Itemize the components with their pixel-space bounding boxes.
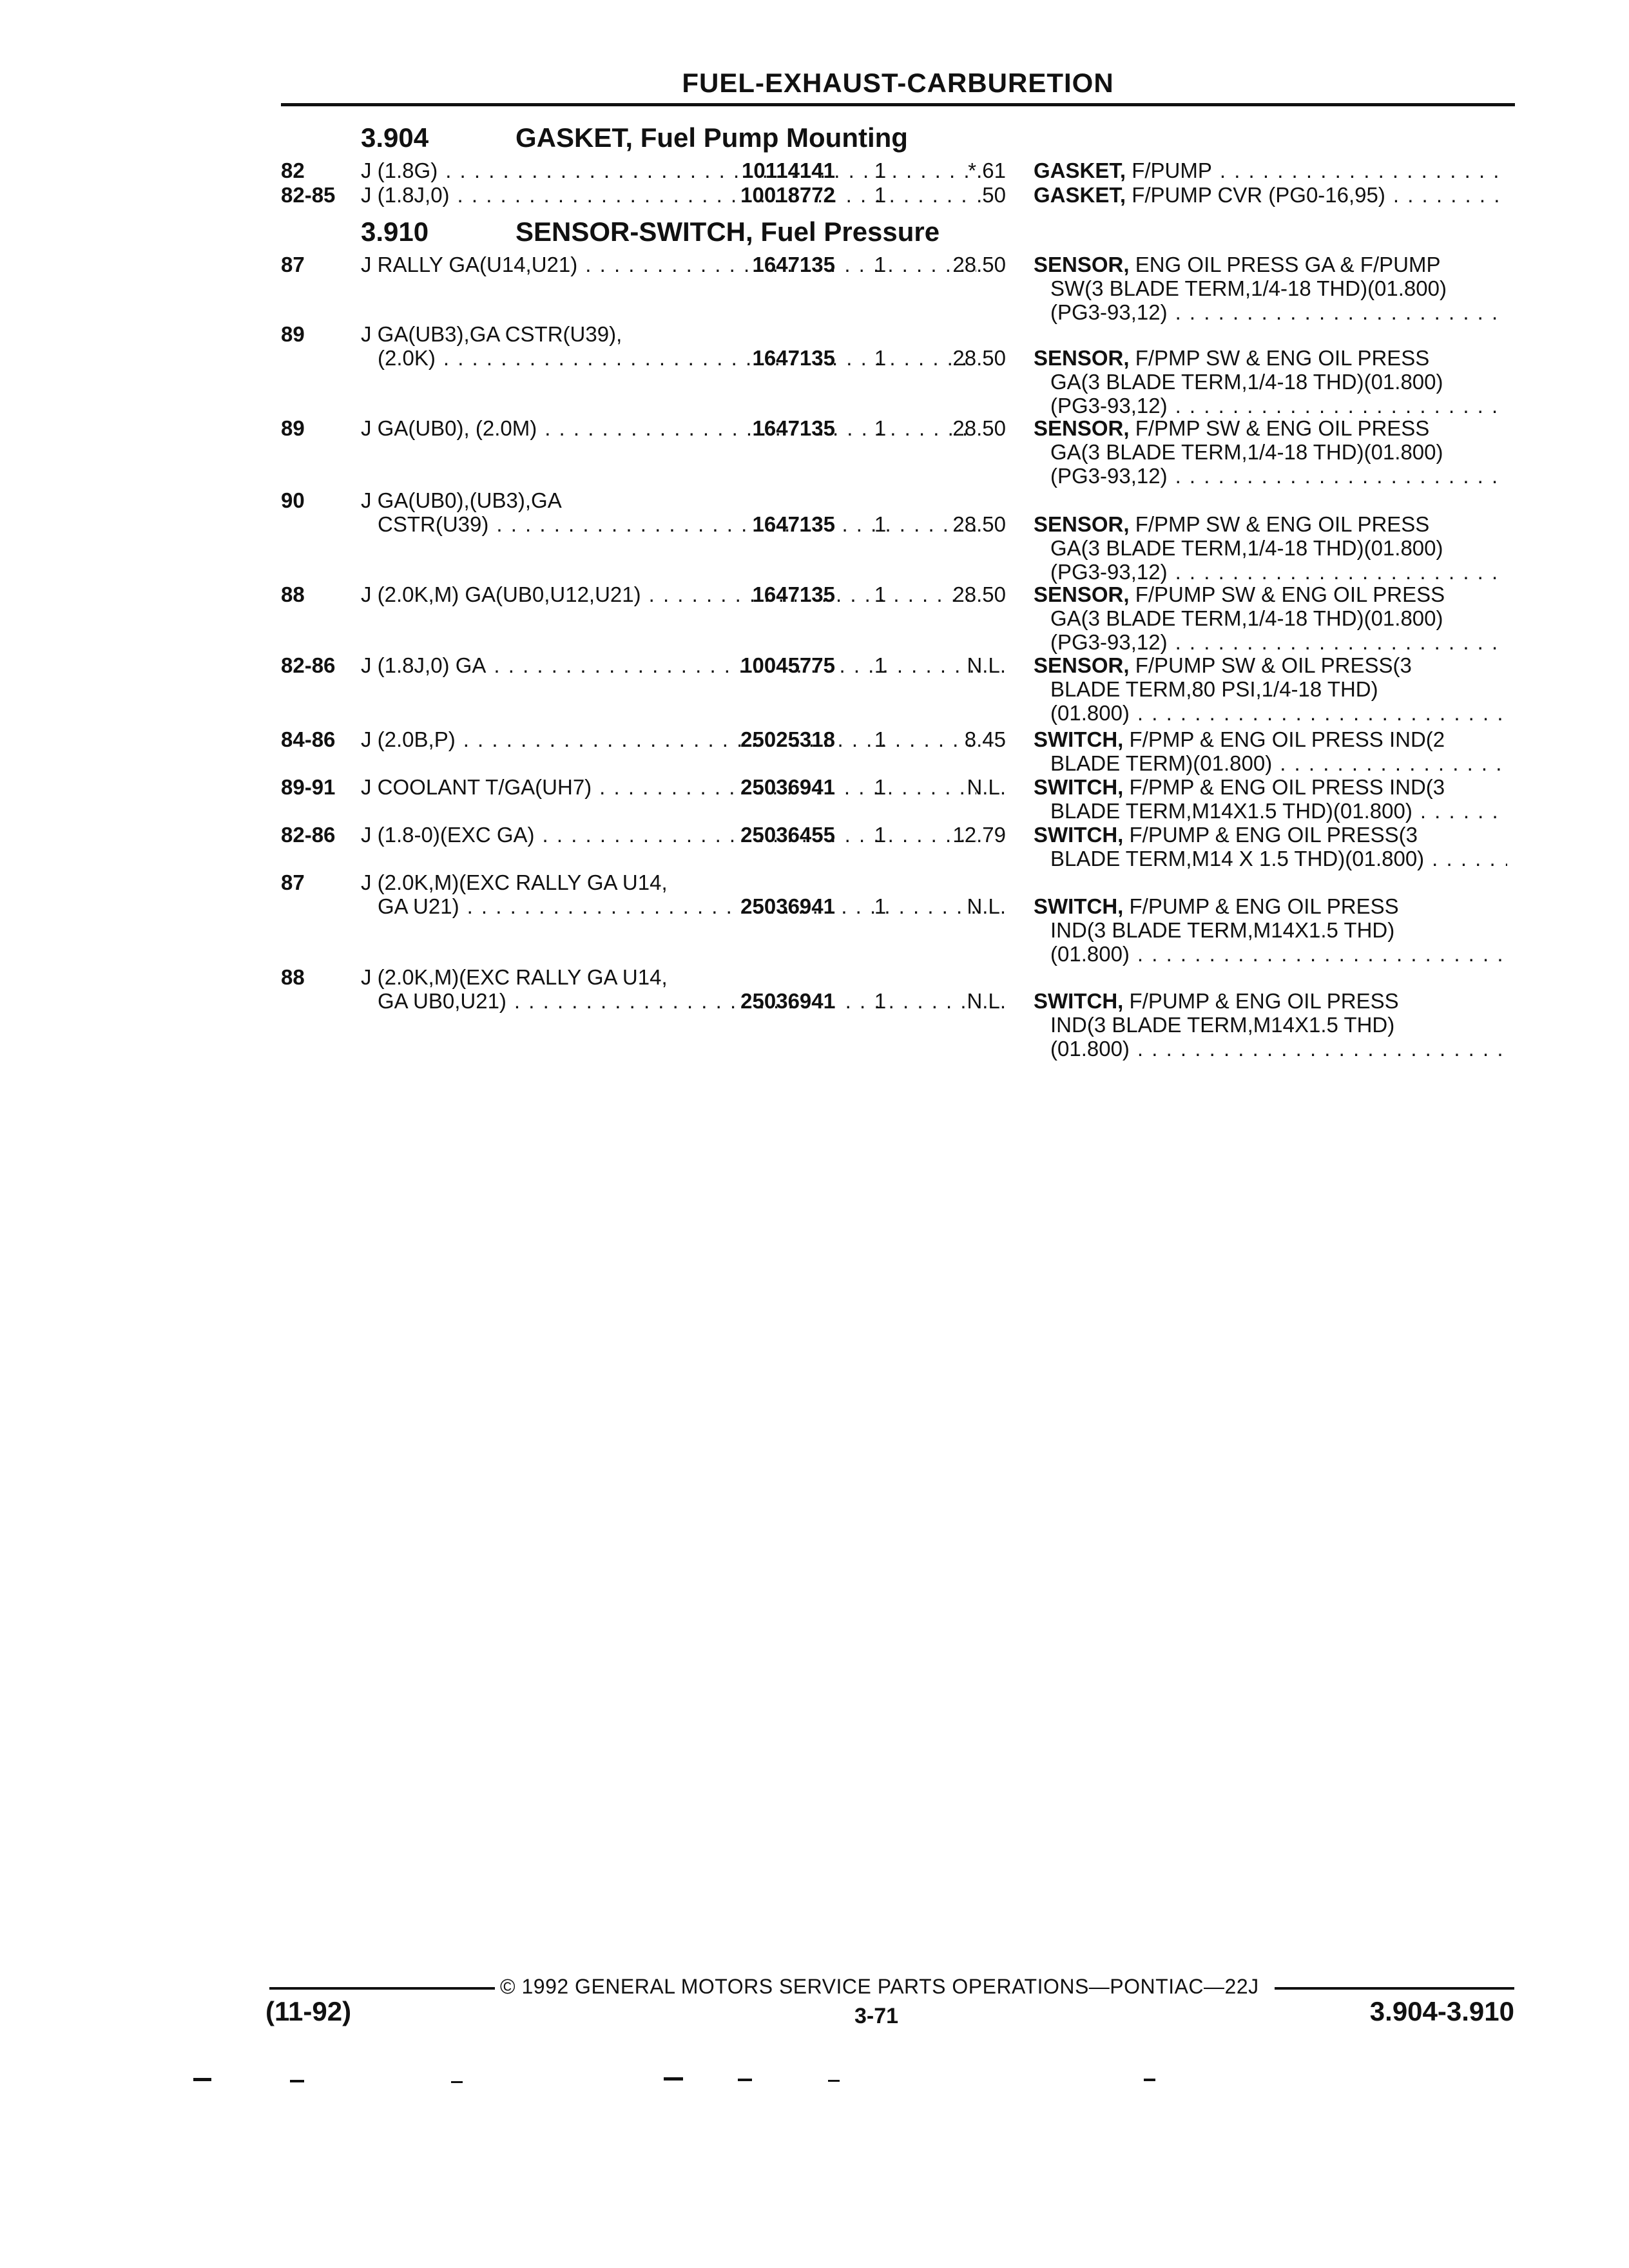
part-name-line [1034,416,1514,440]
part-name-text: F/PUMP SW & ENG OIL PRESS [1135,582,1445,606]
dot-leader [1175,300,1507,324]
footer-rule-left [269,1987,495,1990]
part-name-text: (01.800) [1050,1037,1130,1061]
part-name-text: F/PMP & ENG OIL PRESS IND(3 [1129,775,1445,799]
description-text: J GA(UB0),(UB3),GA [361,488,562,512]
description-text: J (2.0K,M)(EXC RALLY GA U14, [361,965,668,989]
price: N.L. [967,653,1006,677]
description-text: J (2.0K,M) GA(UB0,U12,U21) [361,582,641,606]
part-name [1034,582,1514,654]
part-name [1034,727,1514,775]
part-name-line [1034,582,1514,606]
price: 12.79 [952,823,1006,847]
part-name [1034,894,1514,966]
quantity: 1 [874,159,887,182]
part-name-text: F/PUMP & ENG OIL PRESS [1129,894,1399,918]
description-text: J (1.8G) [361,159,438,182]
footer-rule-right [1275,1987,1514,1990]
description-text: CSTR(U39) [378,512,489,536]
part-number: 10018772 [740,183,835,207]
part-name-line [1034,300,1514,324]
part-name-line [1034,1013,1514,1037]
model-year: 88 [281,582,305,606]
part-name-text: F/PUMP CVR (PG0-16,95) [1132,183,1385,207]
dot-leader [443,346,976,370]
quantity: 1 [874,346,887,370]
section-number: 3.910 [361,216,429,247]
part-name [1034,183,1514,207]
model-year: 82-86 [281,823,336,847]
scan-artifact [664,2077,683,2081]
description-text: J RALLY GA(U14,U21) [361,253,578,276]
part-name-line [1034,606,1514,630]
quantity: 1 [874,416,887,440]
scan-artifact [451,2081,463,2083]
price: N.L. [967,775,1006,799]
dot-leader [1420,799,1507,823]
section-title: SENSOR-SWITCH, Fuel Pressure [516,216,940,247]
section-title: GASKET, Fuel Pump Mounting [516,122,908,153]
part-name-line [1034,847,1514,870]
part-name [1034,653,1514,725]
part-name-text: GA(3 BLADE TERM,1/4-18 THD)(01.800) [1050,370,1443,394]
quantity: 1 [874,183,887,207]
dot-leader [1175,394,1507,418]
part-name-line [1034,394,1514,418]
part-name-line [1034,775,1514,799]
model-year: 88 [281,965,305,989]
footer-page-number: 3-71 [854,2004,899,2028]
part-name-line [1034,653,1514,677]
part-name-text: F/PMP SW & ENG OIL PRESS [1135,416,1430,440]
part-name-line [1034,823,1514,847]
footer-date: (11-92) [265,1996,352,2026]
part-name [1034,775,1514,823]
price: 28.50 [952,253,1006,276]
part-number: 1647135 [752,253,835,276]
price: 28.50 [952,416,1006,440]
part-name-line [1034,727,1514,751]
part-name-text: SW(3 BLADE TERM,1/4-18 THD)(01.800) [1050,276,1447,300]
description-text: J GA(UB0), (2.0M) [361,416,537,440]
part-type: SWITCH, [1034,823,1124,847]
part-name-text: F/PUMP & ENG OIL PRESS [1129,989,1399,1013]
price: 8.45 [964,727,1006,751]
part-type: GASKET, [1034,183,1126,207]
description-text: J (1.8-0)(EXC GA) [361,823,535,847]
part-number: 25036941 [740,775,835,799]
part-type: GASKET, [1034,159,1126,182]
part-name-text: F/PMP SW & ENG OIL PRESS [1135,346,1430,370]
description-text: J (2.0K,M)(EXC RALLY GA U14, [361,870,668,894]
model-year: 87 [281,870,305,894]
part-name-line [1034,370,1514,394]
quantity: 1 [874,989,887,1013]
description-text: J GA(UB3),GA CSTR(U39), [361,322,622,346]
part-name [1034,346,1514,418]
part-name-text: (01.800) [1050,701,1130,725]
part-name-line [1034,159,1514,182]
part-name-text: GA(3 BLADE TERM,1/4-18 THD)(01.800) [1050,440,1443,464]
section-heading [361,121,908,155]
part-name-text: BLADE TERM,80 PSI,1/4-18 THD) [1050,677,1378,701]
header-rule [281,103,1515,106]
model-year: 89-91 [281,775,336,799]
price: N.L. [967,989,1006,1013]
part-number: 10045775 [740,653,835,677]
part-name-line [1034,512,1514,536]
part-type: SENSOR, [1034,346,1130,370]
part-name-line [1034,894,1514,918]
part-number: 10114141 [741,159,835,182]
description-line [361,322,983,346]
description-text: (2.0K) [378,346,436,370]
description-text: J COOLANT T/GA(UH7) [361,775,592,799]
quantity: 1 [874,512,887,536]
quantity: 1 [874,253,887,276]
page-header: FUEL-EXHAUST-CARBURETION [682,68,1114,98]
part-name-text: F/PMP SW & ENG OIL PRESS [1135,512,1430,536]
part-number: 25025318 [740,727,835,751]
part-name [1034,989,1514,1061]
description-text: J (2.0B,P) [361,727,456,751]
part-name-text: BLADE TERM)(01.800) [1050,751,1273,775]
part-name-text: IND(3 BLADE TERM,M14X1.5 THD) [1050,1013,1395,1037]
part-number: 25036455 [740,823,835,847]
model-year: 84-86 [281,727,336,751]
description-text: J (1.8J,0) GA [361,653,487,677]
dot-leader [1220,159,1507,182]
part-name-text: BLADE TERM,M14X1.5 THD)(01.800) [1050,799,1412,823]
part-number: 25036941 [740,894,835,918]
part-name [1034,416,1514,488]
quantity: 1 [874,894,887,918]
model-year: 82-86 [281,653,336,677]
part-name-line [1034,1037,1514,1061]
description-text: GA U21) [378,894,459,918]
part-name-line [1034,536,1514,560]
price: *.61 [968,159,1006,182]
part-name-line [1034,989,1514,1013]
part-name [1034,159,1514,182]
part-name-text: (PG3-93,12) [1050,630,1168,654]
footer-section-range: 3.904-3.910 [1369,1996,1514,2026]
section-number: 3.904 [361,122,429,153]
part-number: 25036941 [740,989,835,1013]
footer-copyright: © 1992 GENERAL MOTORS SERVICE PARTS OPERATIONS—PONTIAC—22J [500,1975,1259,1998]
dot-leader [445,159,976,182]
part-type: SWITCH, [1034,989,1124,1013]
model-year: 87 [281,253,305,276]
part-name-line [1034,253,1514,276]
part-name-line [1034,942,1514,966]
part-type: SWITCH, [1034,775,1124,799]
part-name [1034,512,1514,584]
part-name-line [1034,464,1514,488]
scan-artifact [1144,2079,1155,2081]
part-name-text: BLADE TERM,M14 X 1.5 THD)(01.800) [1050,847,1425,870]
part-name-text: F/PUMP & ENG OIL PRESS(3 [1129,823,1418,847]
part-name-line [1034,183,1514,207]
part-type: SWITCH, [1034,894,1124,918]
part-type: SENSOR, [1034,512,1130,536]
model-year: 89 [281,416,305,440]
part-type: SENSOR, [1034,416,1130,440]
part-name-text: GA(3 BLADE TERM,1/4-18 THD)(01.800) [1050,606,1443,630]
description-text: J (1.8J,0) [361,183,450,207]
model-year: 82 [281,159,305,182]
part-name-line [1034,630,1514,654]
part-name-text: (01.800) [1050,942,1130,966]
quantity: 1 [874,823,887,847]
part-name [1034,253,1514,324]
dot-leader [1393,183,1507,207]
model-year: 82-85 [281,183,336,207]
part-number: 1647135 [752,582,835,606]
part-name-text: F/PMP & ENG OIL PRESS IND(2 [1129,727,1445,751]
description-line [361,965,983,989]
scan-artifact [828,2080,840,2082]
model-year: 90 [281,488,305,512]
dot-leader [1137,701,1507,725]
part-type: SWITCH, [1034,727,1124,751]
dot-leader [1175,560,1507,584]
part-name-text: ENG OIL PRESS GA & F/PUMP [1135,253,1441,276]
scan-artifact [290,2080,304,2082]
part-type: SENSOR, [1034,653,1130,677]
part-name [1034,823,1514,870]
quantity: 1 [874,727,887,751]
part-name-line [1034,440,1514,464]
part-type: SENSOR, [1034,582,1130,606]
dot-leader [1175,630,1507,654]
description-text: GA UB0,U21) [378,989,506,1013]
dot-leader [1280,751,1507,775]
description-line [361,488,983,512]
dot-leader [1137,942,1507,966]
part-name-line [1034,799,1514,823]
section-heading [361,215,940,249]
dot-leader [1432,847,1507,870]
part-number: 1647135 [752,416,835,440]
part-name-text: F/PUMP [1132,159,1212,182]
part-type: SENSOR, [1034,253,1130,276]
price: N.L. [967,894,1006,918]
part-name-line [1034,751,1514,775]
price: 28.50 [952,582,1006,606]
model-year: 89 [281,322,305,346]
part-name-line [1034,677,1514,701]
part-name-text: F/PUMP SW & OIL PRESS(3 [1135,653,1412,677]
scan-artifact [193,2078,211,2081]
description-line [361,870,983,894]
dot-leader [1175,464,1507,488]
part-name-text: IND(3 BLADE TERM,M14X1.5 THD) [1050,918,1395,942]
price: .50 [976,183,1006,207]
quantity: 1 [874,653,887,677]
quantity: 1 [874,775,887,799]
quantity: 1 [874,582,887,606]
part-name-text: (PG3-93,12) [1050,560,1168,584]
part-number: 1647135 [752,346,835,370]
part-name-line [1034,701,1514,725]
part-name-line [1034,560,1514,584]
part-number: 1647135 [752,512,835,536]
dot-leader [1137,1037,1507,1061]
part-name-line [1034,346,1514,370]
scan-artifact [738,2079,752,2081]
part-name-text: (PG3-93,12) [1050,300,1168,324]
part-name-line [1034,276,1514,300]
price: 28.50 [952,512,1006,536]
part-name-text: GA(3 BLADE TERM,1/4-18 THD)(01.800) [1050,536,1443,560]
part-name-line [1034,918,1514,942]
part-name-text: (PG3-93,12) [1050,394,1168,418]
price: 28.50 [952,346,1006,370]
part-name-text: (PG3-93,12) [1050,464,1168,488]
